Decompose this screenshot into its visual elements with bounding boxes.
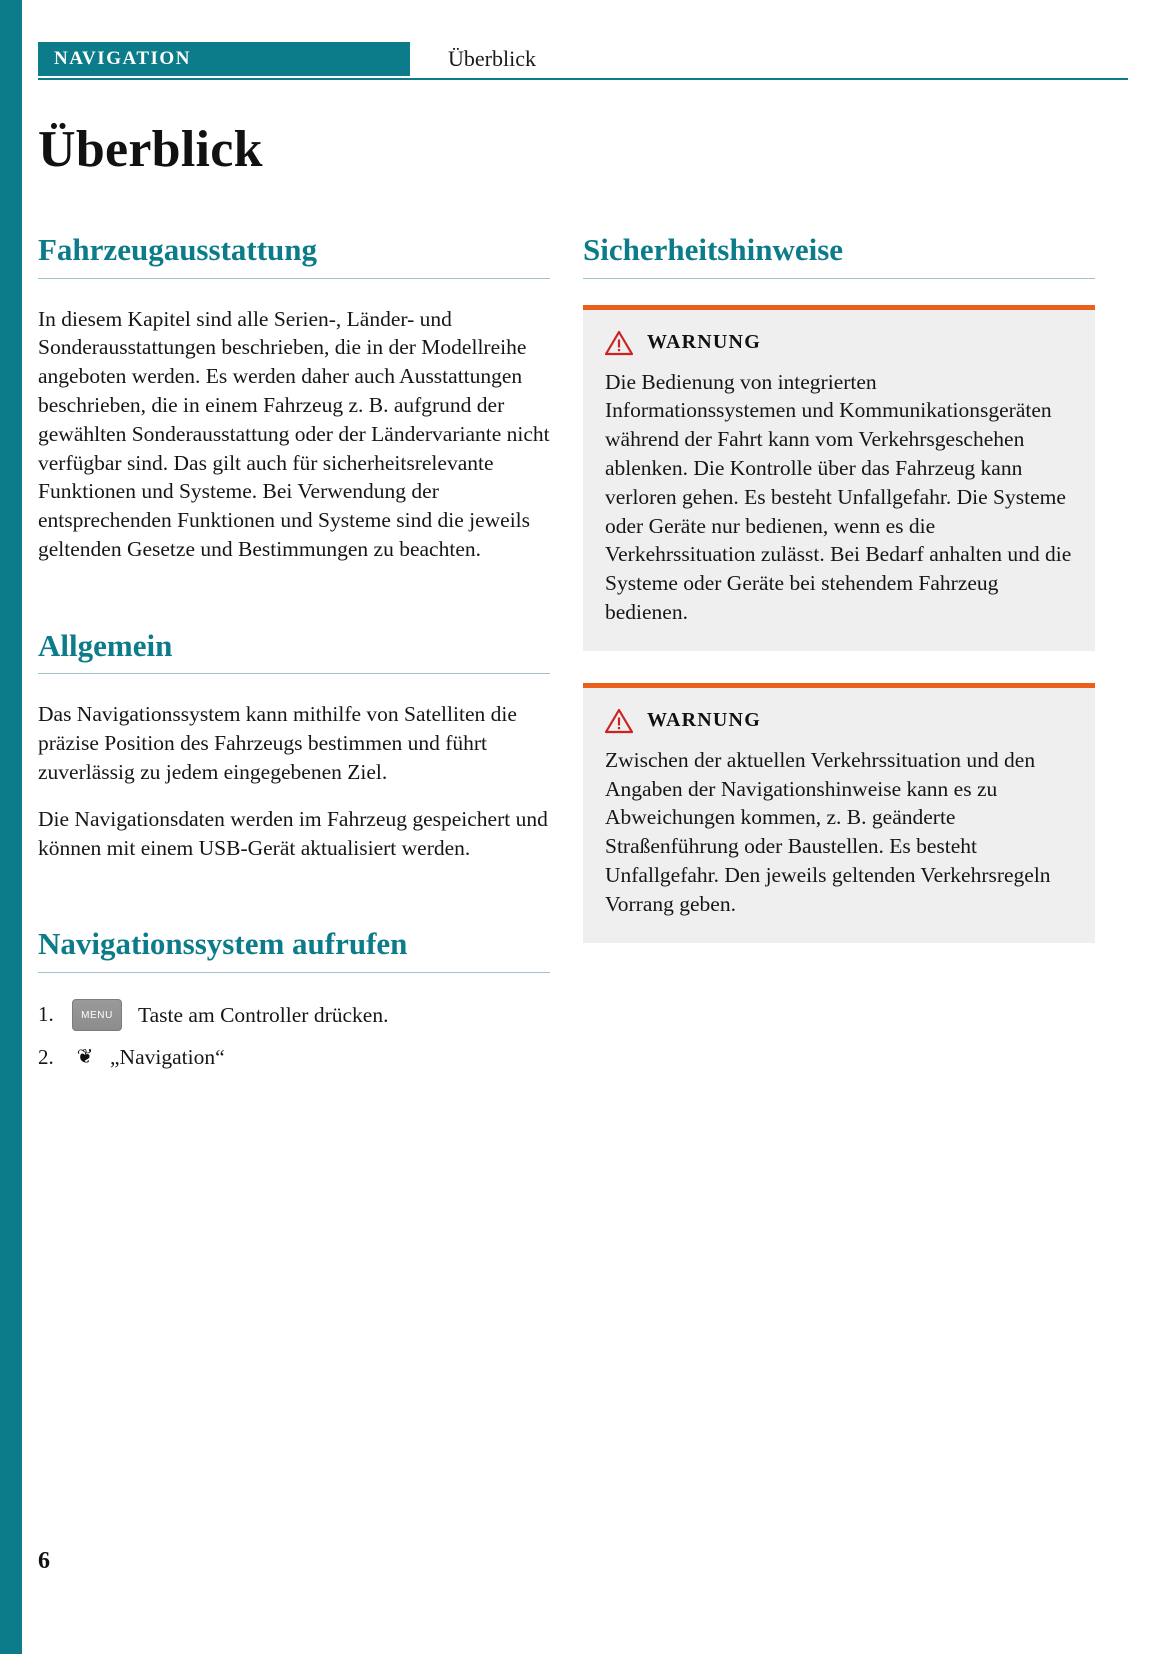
paragraph-fahrzeugausstattung: In diesem Kapitel sind alle Serien-, Länder- und Sonderausstattungen beschrieben, die in der Modellreihe angeboten werden. Es werden daher auch Ausstattungen beschrieben, die in einem Fahrzeug z. B. aufgrund der gewählten Sonderausstattung oder der Ländervariante nicht verfügbar sind. Das gilt auch für sicherheitsrelevante Funktionen und Systeme. Bei Verwendung der entsprechenden Funktionen und Systeme sind die jeweils geltenden Gesetze und Bestimmungen zu beachten. <box>38 306 550 562</box>
header-section-title: Überblick <box>448 46 536 71</box>
step-number: 2. <box>38 1044 54 1069</box>
heading-rule <box>38 972 550 973</box>
header-chapter-tab: NAVIGATION <box>38 42 410 76</box>
warning-box <box>583 683 1095 943</box>
step-text: „Navigation“ <box>110 1045 225 1070</box>
spacer <box>38 582 550 628</box>
heading-rule <box>38 673 550 674</box>
list-item <box>38 1041 550 1073</box>
right-column <box>583 232 1095 975</box>
menu-key-icon: MENU <box>72 999 122 1031</box>
warning-header <box>605 708 1073 734</box>
controller-select-icon: ❦ <box>76 1046 94 1069</box>
warning-header <box>605 330 1073 356</box>
section-heading-sicherheitshinweise: Sicherheitshinweise <box>583 232 844 267</box>
step-number: 1. <box>38 1002 54 1027</box>
header-divider <box>38 78 1128 80</box>
warning-text: Die Bedienung von integrierten Informationssystemen und Kommunikationsgeräten während der Fahrt kann vom Verkehrsgeschehen ablenken. Die Kontrolle über das Fahrzeug kann verloren gehen. Es besteht Unfallgefahr. Die Systeme oder Geräte nur bedienen, wenn es die Verkehrssituation zulässt. Bei Bedarf anhalten und die Systeme oder Geräte bei stehendem Fahrzeug bedienen. <box>605 369 1072 625</box>
paragraph-allgemein-2: Die Navigationsdaten werden im Fahrzeug gespeichert und können mit einem USB-Gerät aktualisiert werden. <box>38 806 548 860</box>
warning-label: WARNUNG <box>647 331 761 354</box>
paragraph-allgemein-1: Das Navigationssystem kann mithilfe von Satelliten die präzise Position des Fahrzeugs bestimmen und führt zuverlässig zu jedem eingegebenen Ziel. <box>38 702 517 785</box>
section-heading-allgemein: Allgemein <box>38 627 173 663</box>
spacer <box>38 880 550 926</box>
page-title: Überblick <box>38 121 263 178</box>
heading-rule <box>583 278 1095 279</box>
warning-label: WARNUNG <box>647 709 761 732</box>
heading-rule <box>38 278 550 279</box>
page-number: 6 <box>38 1548 50 1574</box>
step-text: Taste am Controller drücken. <box>138 1003 389 1028</box>
warning-box <box>583 305 1095 651</box>
left-column <box>38 232 550 1084</box>
warning-triangle-icon <box>605 330 633 356</box>
running-header <box>38 42 1128 80</box>
list-item <box>38 999 550 1031</box>
warning-triangle-icon <box>605 708 633 734</box>
section-heading-navigationssystem-aufrufen: Navigationssystem aufrufen <box>38 926 408 962</box>
step-list <box>38 999 550 1074</box>
section-heading-fahrzeugausstattung: Fahrzeugausstattung <box>38 232 318 267</box>
page-edge-bar <box>0 0 22 1654</box>
warning-text: Zwischen der aktuellen Verkehrssituation und den Angaben der Navigationshinweise kann es zu Abweichungen kommen, z. B. geänderte Straßenführung oder Baustellen. Es besteht Unfallgefahr. Den jeweils geltenden Verkehrsregeln Vorrang geben. <box>605 747 1051 916</box>
